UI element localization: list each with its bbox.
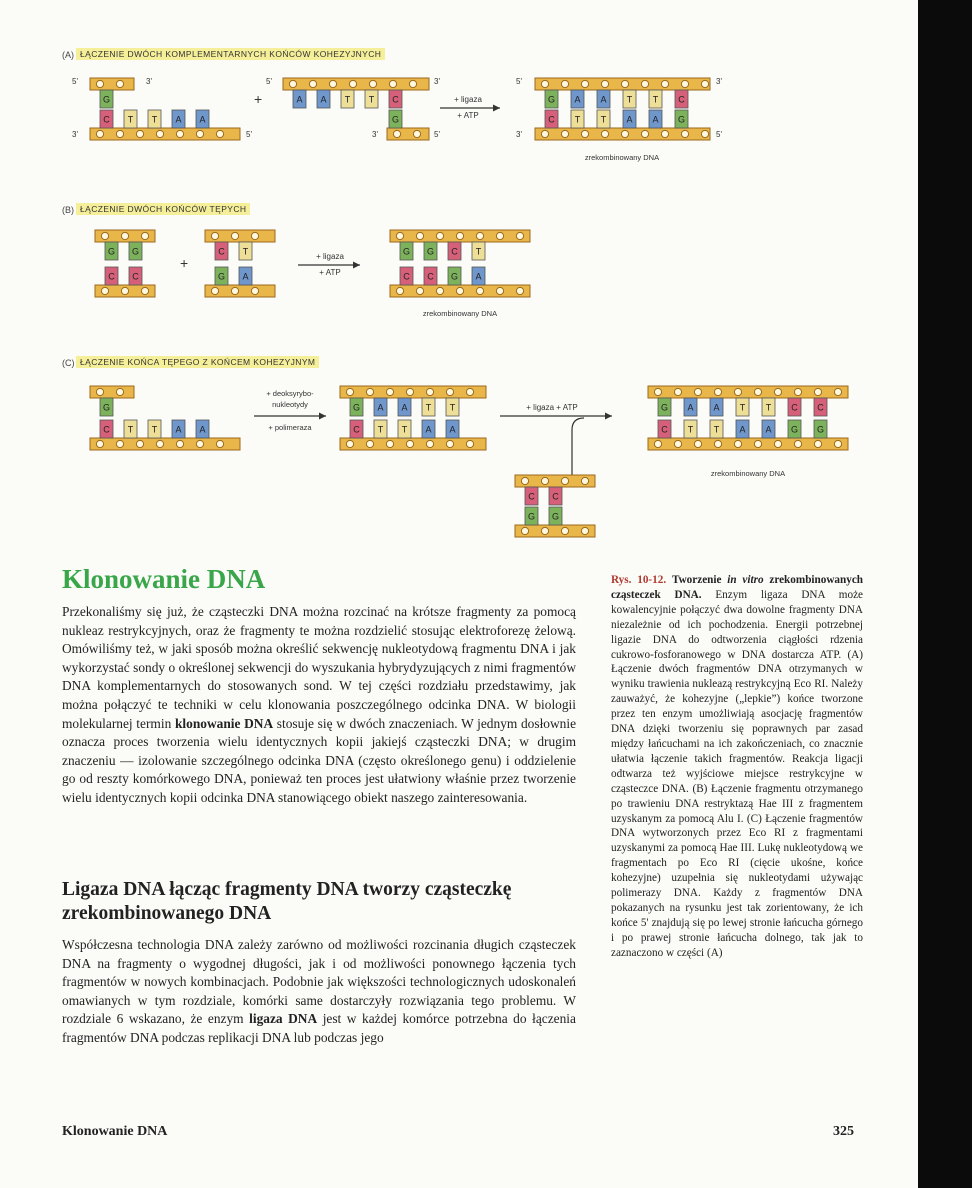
phosphate-group bbox=[516, 287, 523, 294]
phosphate-group bbox=[116, 130, 123, 137]
phosphate-group bbox=[601, 80, 608, 87]
phosphate-group bbox=[406, 388, 413, 395]
phosphate-group bbox=[714, 440, 721, 447]
phosphate-group bbox=[681, 130, 688, 137]
base-label: A bbox=[296, 94, 303, 105]
base-label: G bbox=[102, 94, 111, 105]
phosphate-group bbox=[541, 477, 548, 484]
phosphate-group bbox=[734, 440, 741, 447]
diagram-label: 3' bbox=[146, 77, 152, 86]
subheading: Ligaza DNA łącząc fragmenty DNA tworzy cząsteczkę zrekombinowanego DNA bbox=[62, 879, 512, 924]
phosphate-group bbox=[96, 388, 103, 395]
base-label: T bbox=[127, 424, 134, 435]
base-label: T bbox=[425, 402, 432, 413]
phosphate-group bbox=[141, 287, 148, 294]
body2-rest: jest w każdej komórce potrzebna do łączenia fragmentów DNA podczas replikacji DNA lub podczas jego bbox=[62, 1011, 576, 1045]
phosphate-group bbox=[834, 388, 841, 395]
diagram-label: + ligaza bbox=[316, 252, 344, 261]
base-label: C bbox=[218, 246, 225, 257]
phosphate-group bbox=[476, 287, 483, 294]
base-label: G bbox=[677, 114, 686, 125]
phosphate-group bbox=[681, 80, 688, 87]
phosphate-group bbox=[349, 80, 356, 87]
base-label: C bbox=[661, 424, 668, 435]
phosphate-group bbox=[521, 477, 528, 484]
phosphate-group bbox=[416, 287, 423, 294]
term-ligaza: ligaza DNA bbox=[249, 1011, 318, 1027]
phosphate-group bbox=[156, 130, 163, 137]
dna-ligation-diagram bbox=[0, 0, 972, 560]
phosphate-group bbox=[774, 440, 781, 447]
base-label: G bbox=[547, 94, 556, 105]
base-label: C bbox=[403, 271, 410, 282]
base-label: T bbox=[127, 114, 134, 125]
phosphate-group bbox=[136, 130, 143, 137]
phosphate-group bbox=[641, 130, 648, 137]
result-label: zrekombinowany DNA bbox=[584, 153, 660, 162]
figure-caption bbox=[611, 573, 863, 961]
body1-text: Przekonaliśmy się już, że cząsteczki DNA można rozcinać na krótsze fragmenty za pomocą nukleaz restrykcyjnych, oraz że fragmenty te można rozdzielić stosując elektroforezę żelową. Omówiliśmy też, w jaki sposób można określić sekwencję nukleotydową fragmentu DNA i jak wykorzystać sondy o określonej sekwencji do wyszukania hybrydyzujących z nimi fragmentów DNA komplementarnych do stosowanych sond. W tej części rozdziału przedstawimy, jak można połączyć te techniki w celu klonowania poszczególnego odcinka DNA. W biologii molekularnej termin bbox=[62, 604, 576, 731]
base-label: T bbox=[713, 424, 720, 435]
phosphate-group bbox=[386, 388, 393, 395]
base-label: T bbox=[626, 94, 633, 105]
phosphate-group bbox=[389, 80, 396, 87]
base-label: A bbox=[425, 424, 432, 435]
phosphate-group bbox=[96, 80, 103, 87]
phosphate-group bbox=[561, 527, 568, 534]
base-label: C bbox=[108, 271, 115, 282]
base-label: T bbox=[475, 246, 482, 257]
phosphate-group bbox=[176, 130, 183, 137]
phosphate-group bbox=[413, 130, 420, 137]
base-label: C bbox=[528, 491, 535, 502]
phosphate-group bbox=[96, 440, 103, 447]
phosphate-group bbox=[116, 440, 123, 447]
phosphate-group bbox=[446, 388, 453, 395]
figure-10-12 bbox=[0, 0, 972, 560]
diagram-label: 5' bbox=[434, 130, 440, 139]
phosphate-group bbox=[309, 80, 316, 87]
phosphate-group bbox=[714, 388, 721, 395]
base-label: C bbox=[392, 94, 399, 105]
phosphate-group bbox=[794, 440, 801, 447]
base-label: G bbox=[450, 271, 459, 282]
caption-text: Enzym ligaza DNA może kowalencyjnie połączyć dwa dowolne fragmenty DNA niezależnie od ich pochodzenia. Energii potrzebnej ligazie DNA do odtworzenia ciągłości rdzenia cukrowo-fosforanowego w DNA dostarcza ATP. (A) Łączenie dwóch fragmentów DNA otrzymanych w wyniku trawienia nukleazą restrykcyjną Eco RI. Należy zauważyć, że kohezyjne („lepkie”) końce tworzone przez ten enzym umożliwiają asocjację fragmentów DNA dzięki tworzeniu się poprawnych par zasad między łańcuchami na ich zakończeniach, co znacznie ułatwia łączenie takich fragmentów. Reakcja ligacji odtwarza też wyjściowe miejsce restrykcyjne w cząsteczce DNA. (B) Łączenie fragmentu otrzymanego po trawieniu DNA restryktazą Hae III z fragmentem uzyskanym za pomocą Alu I. (C) Łączenie fragmentów DNA wytworzonych przez Eco RI z fragmentami uzyskanymi za pomocą Hae III. Lukę nukleotydową we fragmentach po Eco RI (cięcie ukośne, końce kohezyjne) uzupełnia się nukleotydami używając polimerazy DNA. Każdy z fragmentów DNA pokazanych na rysunku jest tak zorientowany, że ich końce 5' znajdują się po lewej stronie łańcucha górnego i po prawej stronie łańcucha dolnego, tak jak to zaznaczono w części (A) bbox=[611, 588, 863, 959]
phosphate-group bbox=[289, 80, 296, 87]
phosphate-group bbox=[211, 287, 218, 294]
phosphate-group bbox=[251, 287, 258, 294]
body2-text: Współczesna technologia DNA zależy zarówno od możliwości rozcinania długich cząsteczek DNA na fragmenty o wygodnej długości, jak i od możliwości ponownego łączenia tych fragmentów w nowych kombinacjach. Podobnie jak większości technologicznych udoskonaleń omawianych w tym rozdziale, komórki same dostarczyły rozwiązania tego problemu. W rozdziale 6 wskazano, że enzym bbox=[62, 937, 576, 1027]
base-label: A bbox=[626, 114, 633, 125]
base-label: C bbox=[353, 424, 360, 435]
phosphate-group bbox=[329, 80, 336, 87]
base-label: G bbox=[527, 511, 536, 522]
phosphate-group bbox=[116, 80, 123, 87]
diagram-label: 3' bbox=[516, 130, 522, 139]
arrow-head bbox=[605, 413, 612, 420]
phosphate-group bbox=[754, 440, 761, 447]
diagram-label: nukleotydy bbox=[272, 400, 308, 409]
base-label: T bbox=[687, 424, 694, 435]
base-label: C bbox=[103, 114, 110, 125]
diagram-label: 3' bbox=[434, 77, 440, 86]
panel-b-letter: (B) bbox=[62, 205, 74, 215]
base-label: C bbox=[427, 271, 434, 282]
plus-sign: + bbox=[254, 91, 263, 107]
result-label: zrekombinowany DNA bbox=[710, 469, 786, 478]
phosphate-group bbox=[814, 388, 821, 395]
phosphate-group bbox=[641, 80, 648, 87]
phosphate-group bbox=[426, 388, 433, 395]
base-label: G bbox=[107, 246, 116, 257]
phosphate-group bbox=[774, 388, 781, 395]
diagram-label: 5' bbox=[716, 130, 722, 139]
diagram-label: + ATP bbox=[319, 268, 341, 277]
phosphate-group bbox=[436, 232, 443, 239]
phosphate-group bbox=[496, 232, 503, 239]
phosphate-group bbox=[661, 130, 668, 137]
phosphate-group bbox=[406, 440, 413, 447]
phosphate-group bbox=[814, 440, 821, 447]
base-label: A bbox=[175, 424, 182, 435]
diagram-label: + ATP bbox=[457, 111, 479, 120]
phosphate-group bbox=[516, 232, 523, 239]
phosphate-group bbox=[654, 440, 661, 447]
result-label: zrekombinowany DNA bbox=[422, 309, 498, 318]
base-label: A bbox=[377, 402, 384, 413]
base-label: C bbox=[103, 424, 110, 435]
base-label: A bbox=[242, 271, 249, 282]
base-label: G bbox=[551, 511, 560, 522]
diagram-label: 3' bbox=[372, 130, 378, 139]
base-label: C bbox=[791, 402, 798, 413]
diagram-label: + polimeraza bbox=[268, 423, 312, 432]
phosphate-group bbox=[561, 130, 568, 137]
diagram-label: + ligaza bbox=[454, 95, 482, 104]
plus-sign: + bbox=[180, 255, 189, 271]
base-label: A bbox=[475, 271, 482, 282]
base-label: A bbox=[652, 114, 659, 125]
base-label: A bbox=[600, 94, 607, 105]
phosphate-group bbox=[436, 287, 443, 294]
base-label: T bbox=[368, 94, 375, 105]
phosphate-group bbox=[654, 388, 661, 395]
base-label: T bbox=[242, 246, 249, 257]
phosphate-group bbox=[621, 130, 628, 137]
phosphate-group bbox=[456, 287, 463, 294]
phosphate-group bbox=[396, 287, 403, 294]
base-label: T bbox=[449, 402, 456, 413]
phosphate-group bbox=[426, 440, 433, 447]
phosphate-group bbox=[216, 440, 223, 447]
phosphate-group bbox=[101, 232, 108, 239]
phosphate-group bbox=[101, 287, 108, 294]
base-label: G bbox=[352, 402, 361, 413]
phosphate-group bbox=[366, 388, 373, 395]
caption-title-1: Tworzenie bbox=[671, 574, 722, 586]
phosphate-group bbox=[416, 232, 423, 239]
base-label: G bbox=[660, 402, 669, 413]
base-label: C bbox=[132, 271, 139, 282]
phosphate-group bbox=[621, 80, 628, 87]
diagram-label: 5' bbox=[516, 77, 522, 86]
phosphate-group bbox=[121, 232, 128, 239]
term-klonowanie: klonowanie DNA bbox=[174, 715, 274, 731]
phosphate-group bbox=[834, 440, 841, 447]
base-label: G bbox=[102, 402, 111, 413]
base-label: C bbox=[817, 402, 824, 413]
phosphate-group bbox=[396, 232, 403, 239]
phosphate-group bbox=[561, 80, 568, 87]
body-paragraph-2 bbox=[62, 936, 576, 1048]
caption-label: Rys. 10-12. bbox=[611, 574, 667, 586]
phosphate-group bbox=[196, 130, 203, 137]
diagram-label: + ligaza + ATP bbox=[526, 403, 578, 412]
phosphate-group bbox=[346, 440, 353, 447]
base-label: T bbox=[652, 94, 659, 105]
phosphate-group bbox=[734, 388, 741, 395]
panel-c-title: ŁĄCZENIE KOŃCA TĘPEGO Z KOŃCEM KOHEZYJNYM bbox=[76, 356, 319, 368]
phosphate-group bbox=[216, 130, 223, 137]
panel-a-letter: (A) bbox=[62, 50, 74, 60]
base-label: C bbox=[678, 94, 685, 105]
diagram-label: 3' bbox=[716, 77, 722, 86]
phosphate-group bbox=[211, 232, 218, 239]
diagram-label: 5' bbox=[72, 77, 78, 86]
phosphate-group bbox=[661, 80, 668, 87]
base-label: A bbox=[199, 114, 206, 125]
phosphate-group bbox=[476, 232, 483, 239]
phosphate-group bbox=[156, 440, 163, 447]
phosphate-group bbox=[386, 440, 393, 447]
base-label: G bbox=[217, 271, 226, 282]
base-label: A bbox=[449, 424, 456, 435]
arrow-head bbox=[353, 262, 360, 269]
base-label: A bbox=[574, 94, 581, 105]
phosphate-group bbox=[393, 130, 400, 137]
phosphate-group bbox=[116, 388, 123, 395]
phosphate-group bbox=[601, 130, 608, 137]
base-label: G bbox=[426, 246, 435, 257]
phosphate-group bbox=[231, 287, 238, 294]
base-label: A bbox=[401, 402, 408, 413]
base-label: A bbox=[199, 424, 206, 435]
phosphate-group bbox=[581, 527, 588, 534]
base-label: T bbox=[344, 94, 351, 105]
panel-a-title: ŁĄCZENIE DWÓCH KOMPLEMENTARNYCH KOŃCÓW KOHEZYJNYCH bbox=[76, 48, 385, 60]
base-label: A bbox=[713, 402, 720, 413]
phosphate-group bbox=[196, 440, 203, 447]
base-label: A bbox=[687, 402, 694, 413]
phosphate-group bbox=[366, 440, 373, 447]
phosphate-group bbox=[794, 388, 801, 395]
body1-rest: stosuje się w dwóch znaczeniach. W jednym dosłownie oznacza proces tworzenia wielu identycznych kopii jakiejś cząsteczki DNA; w drugim znaczeniu — izolowanie szczególnego odcinka DNA (często określonego genu) i oddzielenie go od reszty komórkowego DNA, ponieważ ten proces jest ułatwiony właśnie przez tworzenie wielu identycznych kopii odcinka DNA stanowiącego obiekt naszego zainteresowania. bbox=[62, 715, 577, 805]
phosphate-group bbox=[581, 80, 588, 87]
phosphate-group bbox=[694, 388, 701, 395]
phosphate-group bbox=[581, 130, 588, 137]
base-label: G bbox=[391, 114, 400, 125]
phosphate-group bbox=[141, 232, 148, 239]
base-label: A bbox=[765, 424, 772, 435]
caption-title-italic: in vitro bbox=[727, 574, 764, 586]
base-label: A bbox=[739, 424, 746, 435]
phosphate-group bbox=[561, 477, 568, 484]
base-label: T bbox=[401, 424, 408, 435]
base-label: C bbox=[552, 491, 559, 502]
phosphate-group bbox=[466, 388, 473, 395]
section-title: Klonowanie DNA bbox=[62, 564, 266, 594]
phosphate-group bbox=[521, 527, 528, 534]
scan-edge bbox=[918, 0, 972, 1188]
running-footer: Klonowanie DNA bbox=[62, 1124, 168, 1139]
phosphate-group bbox=[96, 130, 103, 137]
phosphate-group bbox=[369, 80, 376, 87]
phosphate-group bbox=[701, 130, 708, 137]
base-label: G bbox=[131, 246, 140, 257]
base-label: G bbox=[790, 424, 799, 435]
phosphate-group bbox=[456, 232, 463, 239]
arrow-head bbox=[493, 105, 500, 112]
merge-arrow bbox=[572, 418, 584, 476]
phosphate-group bbox=[674, 388, 681, 395]
page-number: 325 bbox=[833, 1124, 854, 1139]
phosphate-group bbox=[701, 80, 708, 87]
phosphate-group bbox=[466, 440, 473, 447]
base-label: T bbox=[151, 424, 158, 435]
diagram-label: 5' bbox=[266, 77, 272, 86]
base-label: C bbox=[548, 114, 555, 125]
base-label: G bbox=[816, 424, 825, 435]
diagram-label: + deoksyrybo- bbox=[266, 389, 314, 398]
base-label: T bbox=[574, 114, 581, 125]
base-label: G bbox=[402, 246, 411, 257]
phosphate-group bbox=[136, 440, 143, 447]
phosphate-group bbox=[346, 388, 353, 395]
phosphate-group bbox=[541, 527, 548, 534]
phosphate-group bbox=[754, 388, 761, 395]
panel-c-letter: (C) bbox=[62, 358, 75, 368]
base-label: A bbox=[175, 114, 182, 125]
arrow-head bbox=[319, 413, 326, 420]
phosphate-group bbox=[251, 232, 258, 239]
phosphate-group bbox=[121, 287, 128, 294]
diagram-label: 5' bbox=[246, 130, 252, 139]
phosphate-group bbox=[581, 477, 588, 484]
phosphate-group bbox=[674, 440, 681, 447]
panel-b-title: ŁĄCZENIE DWÓCH KOŃCÓW TĘPYCH bbox=[76, 203, 250, 215]
base-label: T bbox=[765, 402, 772, 413]
caption-title-2: zrekombinowanych cząsteczek DNA. bbox=[611, 574, 864, 601]
base-label: T bbox=[151, 114, 158, 125]
base-label: A bbox=[320, 94, 327, 105]
base-label: T bbox=[600, 114, 607, 125]
diagram-label: 3' bbox=[72, 130, 78, 139]
base-label: T bbox=[377, 424, 384, 435]
body-paragraph-1 bbox=[62, 603, 576, 808]
phosphate-group bbox=[409, 80, 416, 87]
phosphate-group bbox=[176, 440, 183, 447]
phosphate-group bbox=[446, 440, 453, 447]
phosphate-group bbox=[541, 130, 548, 137]
phosphate-group bbox=[496, 287, 503, 294]
phosphate-group bbox=[694, 440, 701, 447]
base-label: T bbox=[739, 402, 746, 413]
phosphate-group bbox=[231, 232, 238, 239]
phosphate-group bbox=[541, 80, 548, 87]
base-label: C bbox=[451, 246, 458, 257]
